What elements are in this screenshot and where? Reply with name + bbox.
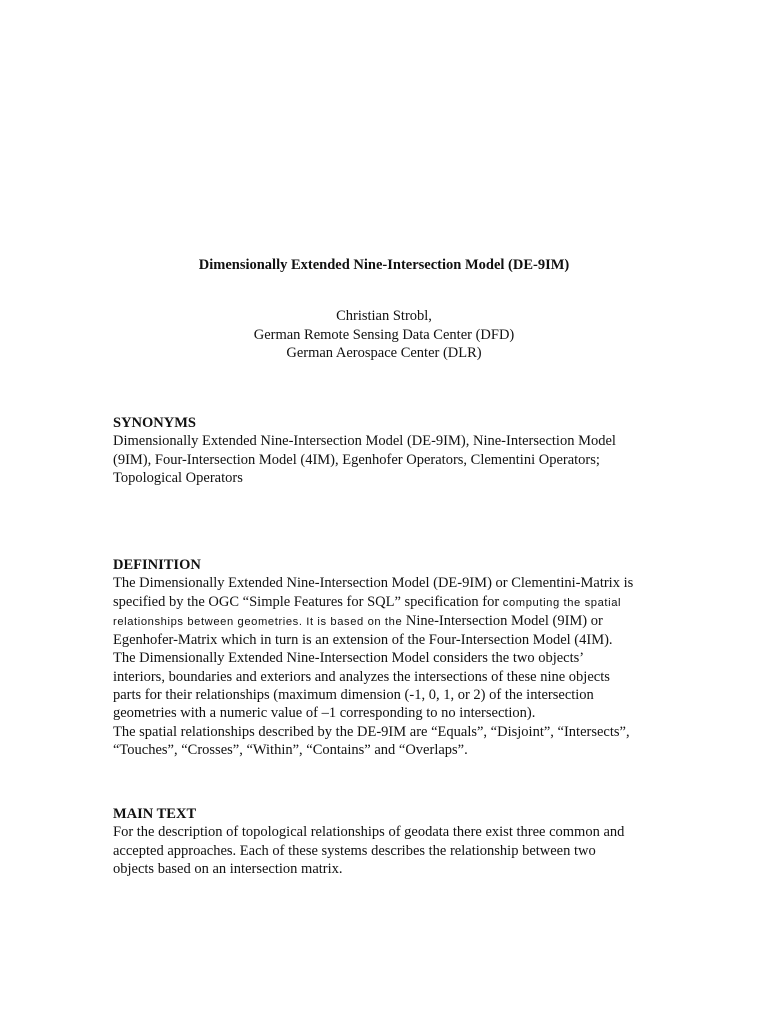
definition-heading: DEFINITION [113,557,201,573]
synonyms-line: Dimensionally Extended Nine-Intersection Model (DE-9IM), Nine-Intersection Model [113,433,616,450]
synonyms-line: (9IM), Four-Intersection Model (4IM), Egenhofer Operators, Clementini Operators; [113,451,600,468]
main-text-line: accepted approaches. Each of these systems describes the relationship between two [113,842,596,859]
main-text-body [113,823,658,878]
synonyms-heading: SYNONYMS [113,415,196,431]
main-text-heading: MAIN TEXT [113,806,197,822]
definition-line: geometries with a numeric value of –1 corresponding to no intersection). [113,705,536,722]
main-text-line: objects based on an intersection matrix. [113,860,343,877]
definition-text: specified by the OGC “Simple Features for SQL” specification for [113,593,503,610]
definition-line: The spatial relationships described by the DE-9IM are “Equals”, “Disjoint”, “Intersects”, [113,723,630,740]
definition-line [113,612,658,631]
definition-body [113,574,658,759]
definition-text: Nine-Intersection Model (9IM) or [402,612,603,629]
definition-line: parts for their relationships (maximum dimension (-1, 0, 1, or 2) of the intersection [113,687,594,704]
synonyms-line: Topological Operators [113,469,243,486]
definition-section [113,556,658,759]
synonyms-body [113,432,658,487]
author-affiliation-dlr: German Aerospace Center (DLR) [286,345,482,361]
definition-text-sans: computing the spatial [502,596,622,609]
main-text-line: For the description of topological relationships of geodata there exist three common and [113,824,625,841]
definition-line: “Touches”, “Crosses”, “Within”, “Contains” and “Overlaps”. [113,741,468,758]
definition-line: interiors, boundaries and exteriors and analyzes the intersections of these nine objects [113,668,610,685]
author-affiliation-dfd: German Remote Sensing Data Center (DFD) [253,326,515,343]
main-text-section [113,805,658,878]
synonyms-section [113,414,658,487]
definition-line: The Dimensionally Extended Nine-Intersection Model (DE-9IM) or Clementini-Matrix is [113,575,634,592]
definition-line: The Dimensionally Extended Nine-Intersection Model considers the two objects’ [113,650,585,667]
paper-title: Dimensionally Extended Nine-Intersection Model (DE-9IM) [198,257,570,273]
definition-line: Egenhofer-Matrix which in turn is an extension of the Four-Intersection Model (4IM). [113,632,613,649]
author-block [0,307,768,363]
definition-line [113,593,658,612]
author-name: Christian Strobl, [336,308,432,324]
definition-text-sans: relationships between geometries. It is based on the [113,615,403,628]
